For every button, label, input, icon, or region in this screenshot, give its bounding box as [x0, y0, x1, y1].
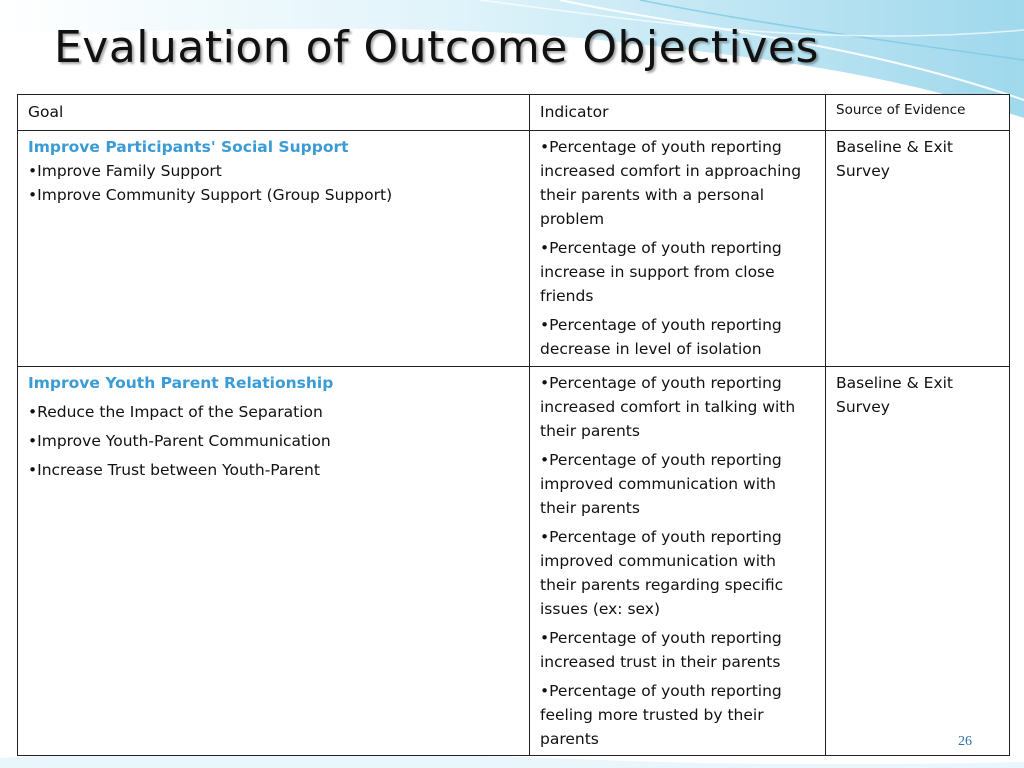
header-source-of-evidence: Source of Evidence [826, 95, 1010, 131]
goal-item: •Reduce the Impact of the Separation [28, 403, 323, 421]
source-cell: Baseline & Exit Survey [826, 131, 1010, 367]
goal-item: •Increase Trust between Youth-Parent [28, 461, 320, 479]
slide-title: Evaluation of Outcome Objectives [54, 22, 819, 73]
indicator-item: •Percentage of youth reporting increased comfort in talking with their parents [540, 374, 796, 440]
goal-item: •Improve Family Support [28, 162, 222, 180]
indicator-item: •Percentage of youth reporting decrease in level of isolation [540, 316, 782, 358]
header-indicator: Indicator [530, 95, 826, 131]
table-header-row [18, 95, 1010, 131]
header-goal: Goal [18, 95, 530, 131]
source-cell: Baseline & Exit Survey [826, 367, 1010, 756]
goal-title: Improve Participants' Social Support [28, 138, 349, 156]
indicator-item: •Percentage of youth reporting increased trust in their parents [540, 629, 782, 671]
indicator-item: •Percentage of youth reporting feeling more trusted by their parents [540, 682, 782, 748]
evaluation-table [17, 94, 1010, 756]
indicator-cell [530, 131, 826, 367]
indicator-item: •Percentage of youth reporting increase in support from close friends [540, 239, 782, 305]
table-row [18, 367, 1010, 756]
indicator-item: •Percentage of youth reporting increased comfort in approaching their parents with a personal problem [540, 138, 802, 228]
page-number: 26 [958, 734, 972, 749]
indicator-item: •Percentage of youth reporting improved communication with their parents [540, 451, 782, 517]
goal-title: Improve Youth Parent Relationship [28, 374, 334, 392]
goal-cell [18, 367, 530, 756]
indicator-item: •Percentage of youth reporting improved communication with their parents regarding specific issues (ex: sex) [540, 528, 784, 618]
goal-item: •Improve Community Support (Group Support) [28, 186, 393, 204]
goal-item: •Improve Youth-Parent Communication [28, 432, 331, 450]
goal-cell [18, 131, 530, 367]
table-row [18, 131, 1010, 367]
indicator-cell [530, 367, 826, 756]
